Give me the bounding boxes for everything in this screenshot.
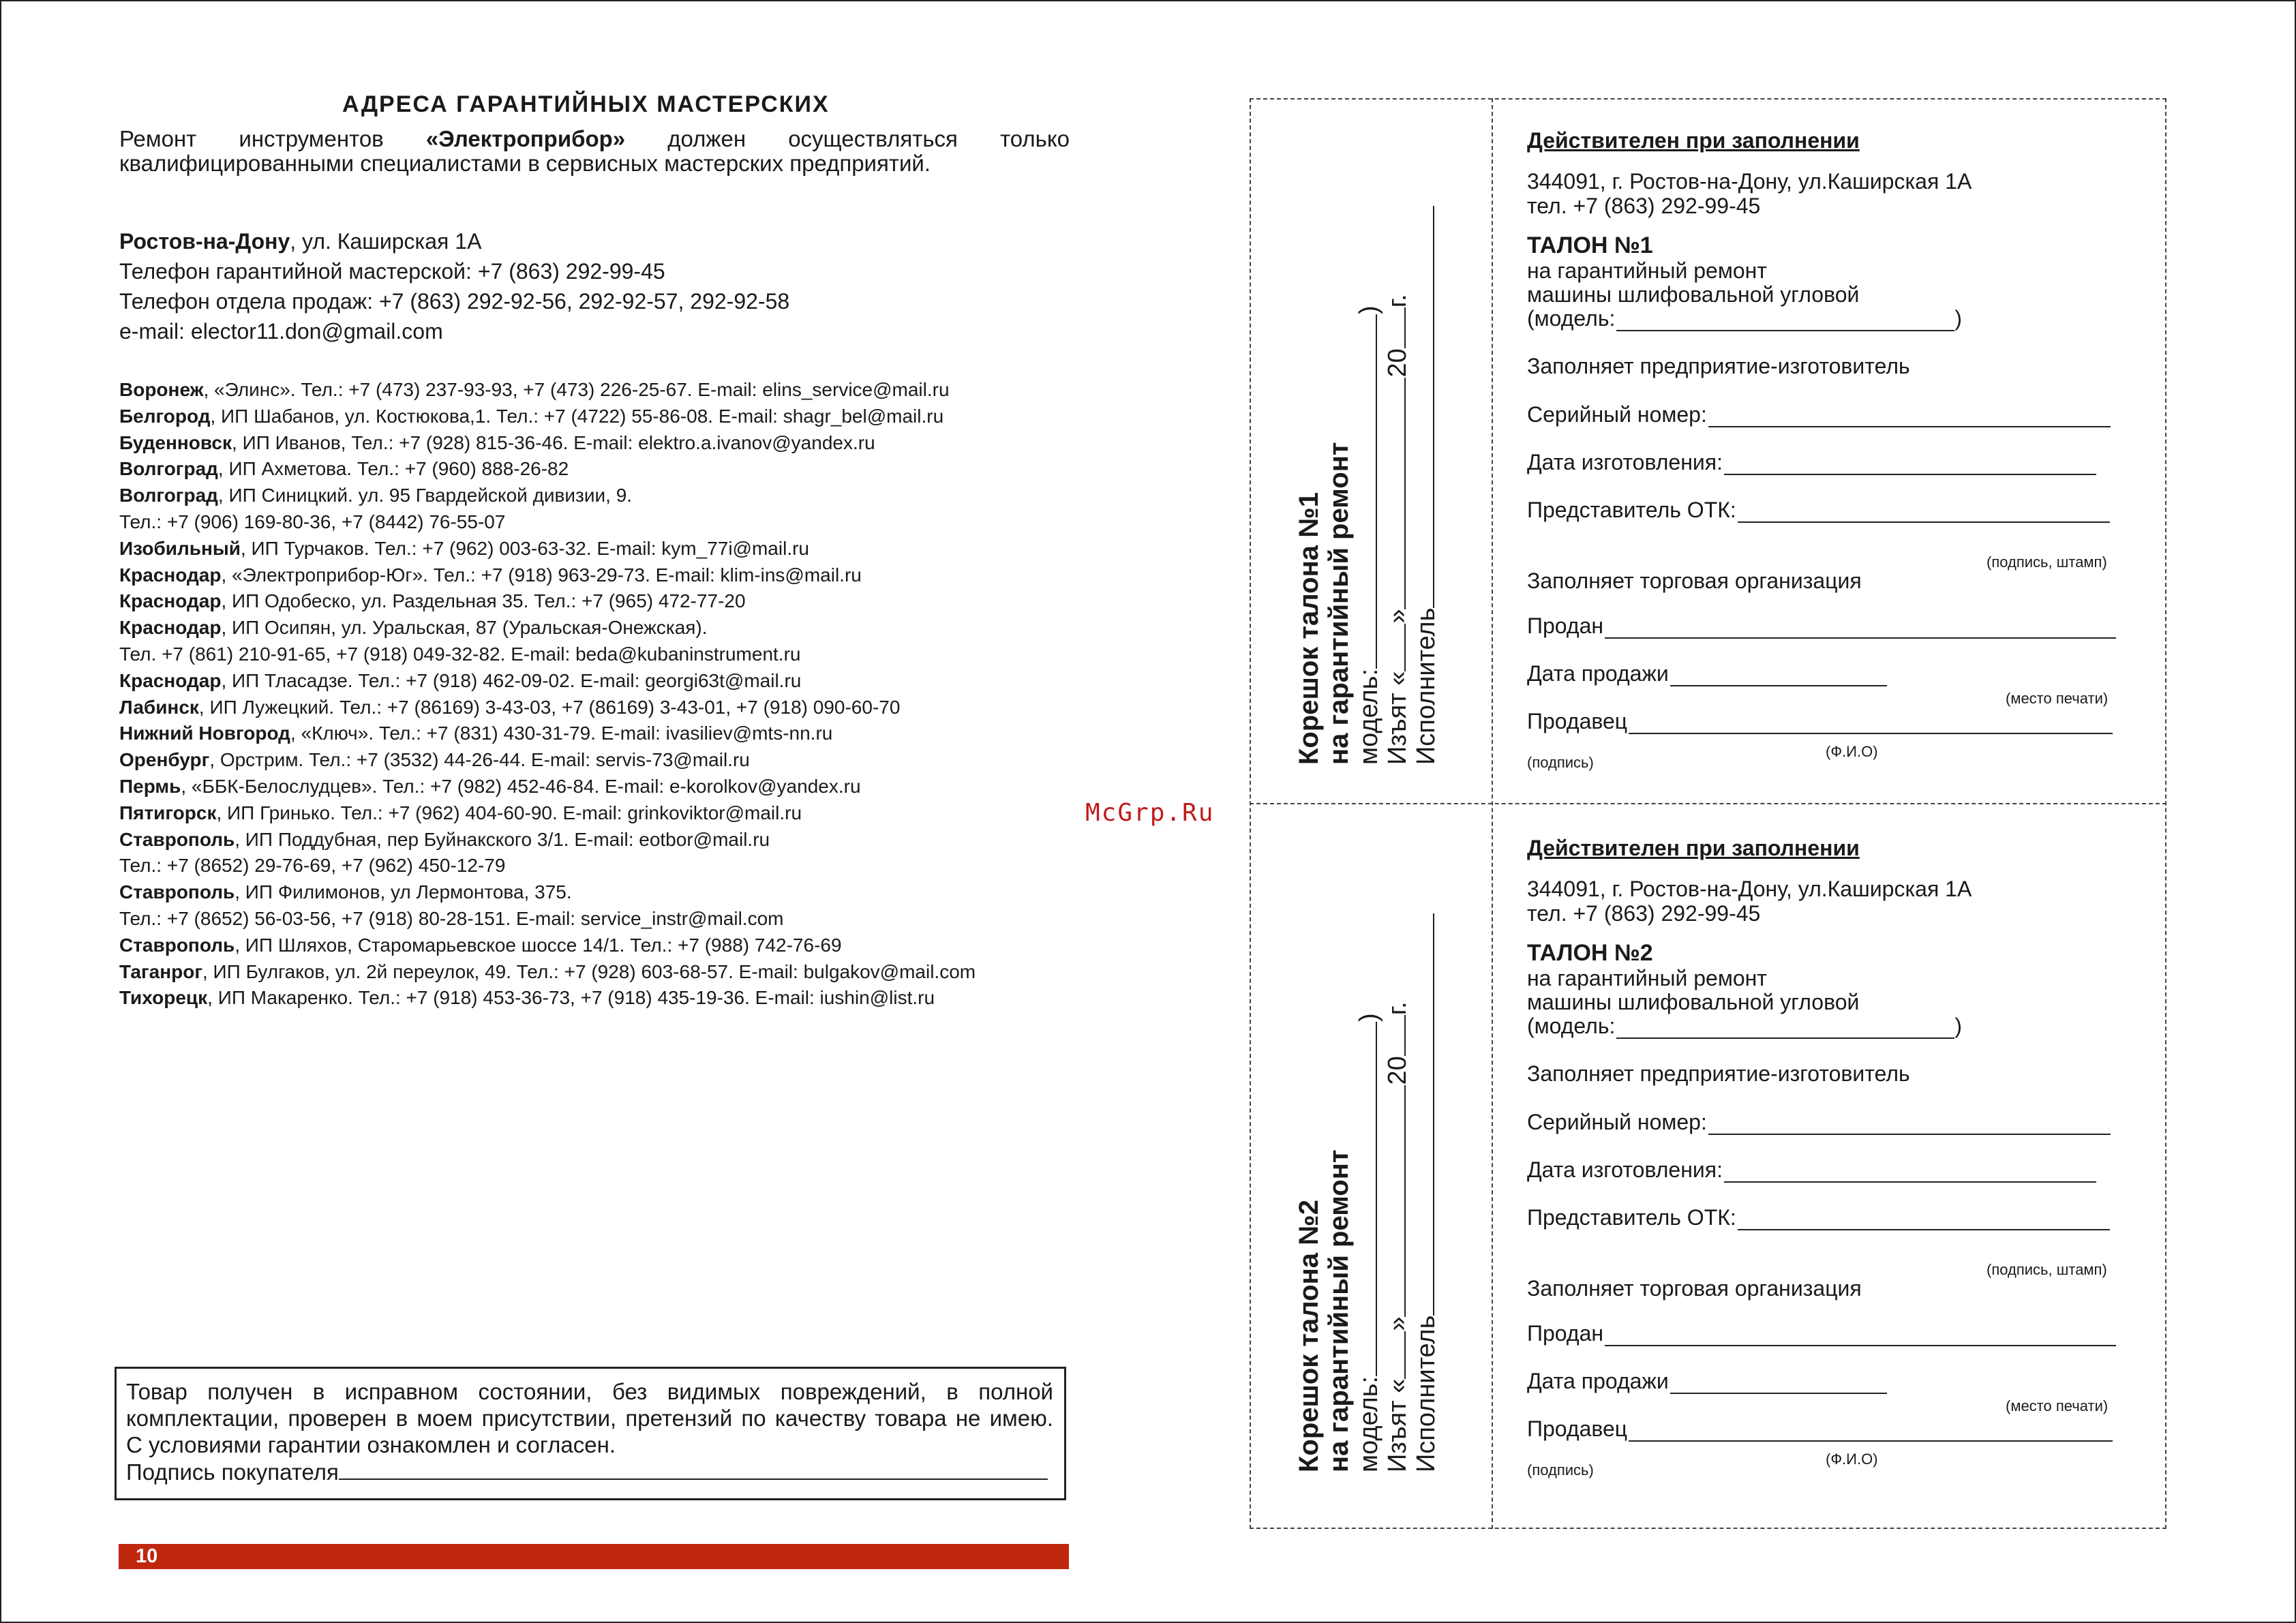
- otk-representative-line[interactable]: [1738, 1210, 2110, 1230]
- main-contacts: [119, 226, 789, 346]
- manufacture-date-line[interactable]: [1724, 455, 2096, 475]
- sold-by-line[interactable]: [1605, 618, 2116, 639]
- coupon-title: ТАЛОН №2: [1527, 940, 1653, 966]
- address-row: [119, 668, 976, 695]
- notice-line: комплектации, проверен в моем присутствии, претензий по качеству товара не имею.: [126, 1406, 1053, 1431]
- address-city: Воронеж: [119, 379, 204, 400]
- address-row: [119, 695, 976, 721]
- address-details: Тел. +7 (861) 210-91-65, +7 (918) 049-32-82. E-mail: beda@kubaninstrument.ru: [119, 643, 801, 665]
- address-row: [119, 404, 976, 430]
- maker-section-label: Заполняет предприятие-изготовитель: [1527, 1061, 1910, 1086]
- address-row: [119, 483, 976, 509]
- coupon-stub-1: [1271, 151, 1475, 765]
- watermark: McGrp.Ru: [1085, 799, 1215, 827]
- address-row: [119, 906, 976, 932]
- serial-number-field: Серийный номер:: [1527, 402, 2111, 427]
- warranty-coupon-2: [1527, 806, 2141, 1511]
- stub-day-line[interactable]: [1383, 624, 1406, 671]
- address-details: , ИП Гринько. Тел.: +7 (962) 404-60-90. E-mail: grinkoviktor@mail.ru: [216, 802, 802, 823]
- stub-executor-row: Исполнитель: [1411, 206, 1441, 765]
- stub-removed-row: Изъят «»20г.: [1383, 1001, 1412, 1472]
- notice-line: Товар получен в исправном состоянии, без видимых повреждений, в полной: [126, 1379, 1053, 1404]
- signature-caption: (подпись): [1527, 1461, 1594, 1478]
- address-details: , ИП Одобеско, ул. Раздельная 35. Тел.: +7 (965) 472-77-20: [221, 590, 746, 612]
- address-city: Пятигорск: [119, 802, 217, 823]
- model-input-line[interactable]: [1616, 1018, 1954, 1039]
- manufacture-date-field: Дата изготовления:: [1527, 1157, 2096, 1183]
- address-city: Волгоград: [119, 485, 218, 506]
- workshop-address-list: [119, 377, 976, 1012]
- maker-section-label: Заполняет предприятие-изготовитель: [1527, 354, 1910, 378]
- address-row: [119, 509, 976, 536]
- stub-executor-line[interactable]: [1411, 913, 1434, 1316]
- otk-representative-field: Представитель ОТК:: [1527, 498, 2110, 523]
- stub-model-line[interactable]: [1354, 314, 1377, 669]
- stub-day-line[interactable]: [1383, 1331, 1406, 1379]
- address-row: [119, 985, 976, 1012]
- address-details: Тел.: +7 (8652) 29-76-69, +7 (962) 450-12-79: [119, 855, 506, 877]
- seller-line[interactable]: [1629, 714, 2113, 734]
- sign-stamp-caption: (подпись, штамп): [1987, 553, 2107, 571]
- sold-by-line[interactable]: [1605, 1326, 2116, 1346]
- main-address: Ростов-на-Дону, ул. Каширская 1А: [119, 229, 482, 254]
- address-details: , «ББК-Белослудцев». Тел.: +7 (982) 452-46-84. E-mail: e-korolkov@yandex.ru: [181, 775, 861, 797]
- address-details: , «Ключ». Тел.: +7 (831) 430-31-79. E-mail: ivasiliev@mts-nn.ru: [290, 723, 833, 744]
- page-number: 10: [136, 1545, 158, 1567]
- buyer-signature-row: Подпись покупателя: [126, 1458, 1053, 1485]
- stub-title: Корешок талона №2: [1294, 1200, 1324, 1472]
- intro-paragraph: Ремонт инструментов «Электроприбор» должен осуществляться только квалифицированными специалистами в сервисных мастерских предприятий.: [119, 126, 1070, 176]
- contact-email: e-mail: elector11.don@gmail.com: [119, 319, 443, 344]
- trade-section-label: Заполняет торговая организация: [1527, 1276, 1862, 1301]
- address-details: , ИП Шляхов, Старомарьевское шоссе 14/1. Тел.: +7 (988) 742-76-69: [235, 934, 842, 956]
- otk-representative-line[interactable]: [1738, 502, 2110, 523]
- address-row: [119, 959, 976, 986]
- page-title: АДРЕСА ГАРАНТИЙНЫХ МАСТЕРСКИХ: [342, 91, 830, 117]
- stub-month-line[interactable]: [1383, 1085, 1406, 1317]
- coupon-valid-note: Действителен при заполнении: [1527, 836, 1860, 860]
- address-city: Тихорецк: [119, 987, 208, 1009]
- address-details: , Орстрим. Тел.: +7 (3532) 44-26-44. E-mail: servis-73@mail.ru: [209, 749, 750, 771]
- coupon-phone: тел. +7 (863) 292-99-45: [1527, 901, 1761, 926]
- seller-line[interactable]: [1629, 1421, 2113, 1442]
- address-city: Изобильный: [119, 537, 241, 559]
- address-details: , ИП Макаренко. Тел.: +7 (918) 453-36-73, +7 (918) 435-19-36. E-mail: iushin@list.ru: [207, 987, 935, 1009]
- address-city: Волгоград: [119, 458, 218, 480]
- seal-place-caption: (место печати): [2006, 1397, 2109, 1414]
- address-row: [119, 827, 976, 853]
- address-city: Нижний Новгород: [119, 723, 290, 744]
- trade-section-label: Заполняет торговая организация: [1527, 568, 1862, 593]
- sold-by-field: Продан: [1527, 1321, 2116, 1346]
- address-details: , ИП Иванов, Тел.: +7 (928) 815-36-46. E-mail: elektro.a.ivanov@yandex.ru: [232, 431, 875, 453]
- address-row: [119, 879, 976, 906]
- coupon-model-field: (модель: ): [1527, 1014, 1963, 1038]
- address-city: Ставрополь: [119, 881, 235, 903]
- address-row: [119, 377, 976, 404]
- stub-month-line[interactable]: [1383, 378, 1406, 609]
- address-city: Краснодар: [119, 669, 222, 691]
- address-row: [119, 932, 976, 959]
- stub-year-line[interactable]: [1383, 1015, 1406, 1056]
- address-city: Пермь: [119, 775, 181, 797]
- address-details: , ИП Поддубная, пер Буйнакского 3/1. E-mail: eotbor@mail.ru: [235, 828, 770, 850]
- full-name-caption: (Ф.И.О): [1826, 1451, 1878, 1468]
- manufacture-date-line[interactable]: [1724, 1162, 2096, 1183]
- address-details: , ИП Ахметова. Тел.: +7 (960) 888-26-82: [217, 458, 569, 480]
- address-city: Оренбург: [119, 749, 210, 771]
- stub-model-line[interactable]: [1354, 1022, 1377, 1376]
- coupon-subtitle: машины шлифовальной угловой: [1527, 990, 1860, 1014]
- coupon-address: 344091, г. Ростов-на-Дону, ул.Каширская 1А: [1527, 169, 1972, 194]
- coupon-subtitle: на гарантийный ремонт: [1527, 258, 1767, 283]
- address-row: [119, 853, 976, 879]
- address-city: Таганрог: [119, 960, 202, 982]
- full-name-caption: (Ф.И.О): [1826, 743, 1878, 760]
- buyer-acknowledgement-box: [115, 1367, 1066, 1500]
- address-details: , ИП Синицкий. ул. 95 Гвардейской дивизии, 9.: [217, 485, 633, 506]
- address-details: Тел.: +7 (906) 169-80-36, +7 (8442) 76-55-07: [119, 511, 506, 532]
- address-row: [119, 456, 976, 483]
- address-row: [119, 641, 976, 668]
- address-row: [119, 774, 976, 800]
- footer-bar: [119, 1544, 1069, 1569]
- coupon-subtitle: на гарантийный ремонт: [1527, 966, 1767, 990]
- coupon-subtitle: машины шлифовальной угловой: [1527, 282, 1860, 307]
- stub-subtitle: на гарантийный ремонт: [1324, 442, 1354, 765]
- address-city: Краснодар: [119, 590, 222, 612]
- coupon-title: ТАЛОН №1: [1527, 232, 1653, 258]
- address-city: Лабинск: [119, 696, 199, 718]
- stub-executor-line[interactable]: [1411, 206, 1434, 608]
- coupon-address: 344091, г. Ростов-на-Дону, ул.Каширская 1А: [1527, 877, 1972, 901]
- address-details: Тел.: +7 (8652) 56-03-56, +7 (918) 80-28-151. E-mail: service_instr@mail.com: [119, 907, 784, 929]
- seller-field: Продавец: [1527, 709, 2113, 734]
- address-row: [119, 588, 976, 615]
- serial-number-line[interactable]: [1708, 407, 2111, 427]
- stub-year-line[interactable]: [1383, 307, 1406, 348]
- address-row: [119, 721, 976, 747]
- address-city: Ставрополь: [119, 828, 235, 850]
- address-details: , ИП Шабанов, ул. Костюкова,1. Тел.: +7 (4722) 55-86-08. E-mail: shagr_bel@mail.ru: [210, 405, 944, 427]
- address-details: , ИП Филимонов, ул Лермонтова, 375.: [235, 881, 572, 903]
- address-row: [119, 800, 976, 827]
- manufacture-date-field: Дата изготовления:: [1527, 450, 2096, 475]
- coupon-phone: тел. +7 (863) 292-99-45: [1527, 194, 1761, 218]
- workshop-phone: Телефон гарантийной мастерской: +7 (863) 292-99-45: [119, 259, 665, 284]
- address-city: Буденновск: [119, 431, 232, 453]
- address-details: , ИП Лужецкий. Тел.: +7 (86169) 3-43-03, +7 (86169) 3-43-01, +7 (918) 090-60-70: [198, 696, 901, 718]
- buyer-signature-line[interactable]: [339, 1458, 1048, 1480]
- model-input-line[interactable]: [1616, 311, 1954, 331]
- sale-date-field: Дата продажи: [1527, 661, 1887, 686]
- signature-caption: (подпись): [1527, 754, 1594, 771]
- notice-line: С условиями гарантии ознакомлен и согласен.: [126, 1432, 616, 1457]
- stub-model-row: модель:): [1355, 1013, 1383, 1472]
- sign-stamp-caption: (подпись, штамп): [1987, 1261, 2107, 1278]
- address-row: [119, 562, 976, 589]
- address-city: Ставрополь: [119, 934, 235, 956]
- stub-executor-row: Исполнитель: [1411, 913, 1441, 1472]
- stub-subtitle: на гарантийный ремонт: [1324, 1149, 1354, 1472]
- stub-cut-line: [1492, 98, 1493, 1529]
- address-details: , ИП Осипян, ул. Уральская, 87 (Уральская-Онежская).: [221, 617, 708, 639]
- sales-phone: Телефон отдела продаж: +7 (863) 292-92-56, 292-92-57, 292-92-58: [119, 289, 790, 314]
- stub-model-row: модель:): [1355, 305, 1383, 765]
- serial-number-line[interactable]: [1708, 1114, 2111, 1135]
- coupon-stub-2: [1271, 859, 1475, 1472]
- warranty-coupon-1: [1527, 98, 2141, 803]
- stub-title: Корешок талона №1: [1294, 492, 1324, 765]
- sold-by-field: Продан: [1527, 613, 2116, 639]
- coupon-cut-line: [1250, 803, 2166, 804]
- sale-date-field: Дата продажи: [1527, 1369, 1887, 1394]
- address-city: Белгород: [119, 405, 211, 427]
- seller-field: Продавец: [1527, 1416, 2113, 1442]
- address-city: Краснодар: [119, 617, 222, 639]
- brand-name: «Электроприбор»: [425, 126, 626, 151]
- stub-removed-row: Изъят «»20г.: [1383, 294, 1412, 765]
- address-row: [119, 430, 976, 457]
- address-row: [119, 536, 976, 562]
- address-row: [119, 615, 976, 641]
- address-details: , ИП Булгаков, ул. 2й переулок, 49. Тел.: +7 (928) 603-68-57. E-mail: bulgakov@mail.com: [202, 960, 976, 982]
- sale-date-line[interactable]: [1670, 1374, 1887, 1394]
- coupon-model-field: (модель: ): [1527, 306, 1963, 331]
- address-details: , ИП Турчаков. Тел.: +7 (962) 003-63-32. E-mail: kym_77i@mail.ru: [241, 537, 809, 559]
- address-details: , «Элинс». Тел.: +7 (473) 237-93-93, +7 (473) 226-25-67. E-mail: elins_service@mail.ru: [203, 379, 950, 400]
- address-city: Краснодар: [119, 564, 222, 586]
- address-details: , «Электроприбор-Юг». Тел.: +7 (918) 963-29-73. E-mail: klim-ins@mail.ru: [221, 564, 862, 586]
- serial-number-field: Серийный номер:: [1527, 1110, 2111, 1135]
- seal-place-caption: (место печати): [2006, 690, 2109, 707]
- sale-date-line[interactable]: [1670, 666, 1887, 686]
- otk-representative-field: Представитель ОТК:: [1527, 1205, 2110, 1230]
- address-details: , ИП Тласадзе. Тел.: +7 (918) 462-09-02. E-mail: georgi63t@mail.ru: [221, 669, 802, 691]
- address-row: [119, 747, 976, 774]
- coupon-valid-note: Действителен при заполнении: [1527, 128, 1860, 153]
